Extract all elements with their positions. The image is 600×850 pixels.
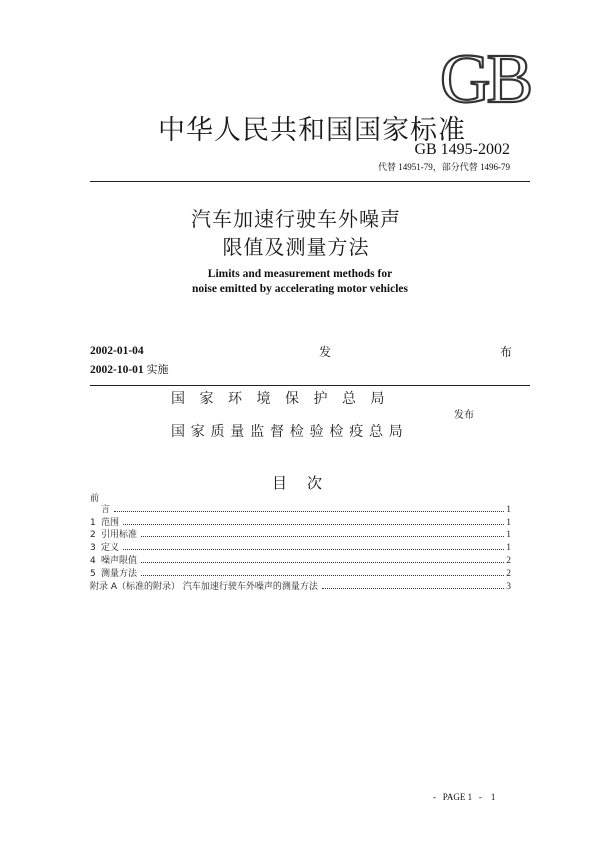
table-of-contents [90,491,511,592]
chinese-title-line2: 限值及测量方法 [222,235,370,259]
toc-entry[interactable] [90,528,511,541]
toc-entry-text: 测量方法 [101,568,138,579]
toc-entry-number: 4 [90,555,96,566]
page-footer: - PAGE 1 - 1 [433,792,496,802]
toc-entry[interactable] [90,540,511,553]
toc-entry-number: 5 [90,568,96,579]
toc-entry-text: 噪声限值 [101,555,138,566]
toc-entry-page: 3 [506,581,511,592]
toc-entry[interactable] [90,566,511,579]
toc-entry[interactable] [90,502,511,515]
english-title-line2: noise emitted by accelerating motor vehicles [192,283,408,295]
gb-logo-text: GB [440,41,530,118]
chinese-title-line1: 汽车加速行驶车外噪声 [191,207,401,231]
issue-date-value: 2002-01-04 [90,345,144,357]
toc-leader-dots [141,535,504,537]
toc-entry[interactable] [90,515,511,528]
issue-char-fa: 发 [319,345,332,359]
toc-entry[interactable] [90,553,511,566]
toc-entry-text: 附录 A（标准的附录） 汽车加速行驶车外噪声的测量方法 [90,581,318,592]
toc-entry-text: 定义 [101,543,120,554]
issuer-environment: 国家环境保护总局 [171,391,399,407]
toc-entry-page: 2 [506,568,511,579]
middle-divider [90,385,530,386]
toc-entry-number: 1 [90,517,96,528]
issuer-quality: 国家质量监督检验检疫总局 [171,424,409,440]
toc-entry-text: 范围 [101,517,120,528]
gb-logo-graphic [438,40,530,118]
national-standard-title: 中华人民共和国国家标准 [158,115,466,146]
implementation-suffix: 实施 [146,363,169,376]
toc-leader-dots [141,574,504,576]
toc-leader-dots [322,587,504,589]
toc-entry-page: 2 [506,555,511,566]
toc-foreword-char: 前 [90,494,100,504]
toc-entry-text: 引用标准 [101,530,138,541]
implementation-date [90,361,169,377]
toc-entry-number: 2 [90,530,96,541]
issue-date [90,345,144,357]
toc-leader-dots [123,523,504,525]
toc-entry-text: 言 [101,504,111,515]
toc-leader-dots [123,548,504,550]
implementation-date-value: 2002-10-01 [90,364,144,376]
top-divider [90,181,530,182]
toc-entry-page: 1 [506,543,511,554]
toc-entry[interactable] [90,579,511,592]
issue-char-bu: 布 [500,345,513,359]
toc-entry-page: 1 [506,517,511,528]
toc-rows [90,502,511,592]
replaces-note: 代替 14951-79，部分代替 1496-79 [378,162,510,172]
toc-title: 目次 [272,474,343,492]
issuer-publish-label: 发布 [454,410,474,421]
toc-leader-dots [141,561,504,563]
toc-leader-dots [114,510,504,512]
standard-number: GB 1495-2002 [414,141,510,158]
toc-entry-page: 1 [506,504,511,515]
toc-entry-page: 1 [506,530,511,541]
gb-logo [438,40,530,118]
english-title-line1: Limits and measurement methods for [207,268,393,280]
toc-entry-number: 3 [90,543,96,554]
